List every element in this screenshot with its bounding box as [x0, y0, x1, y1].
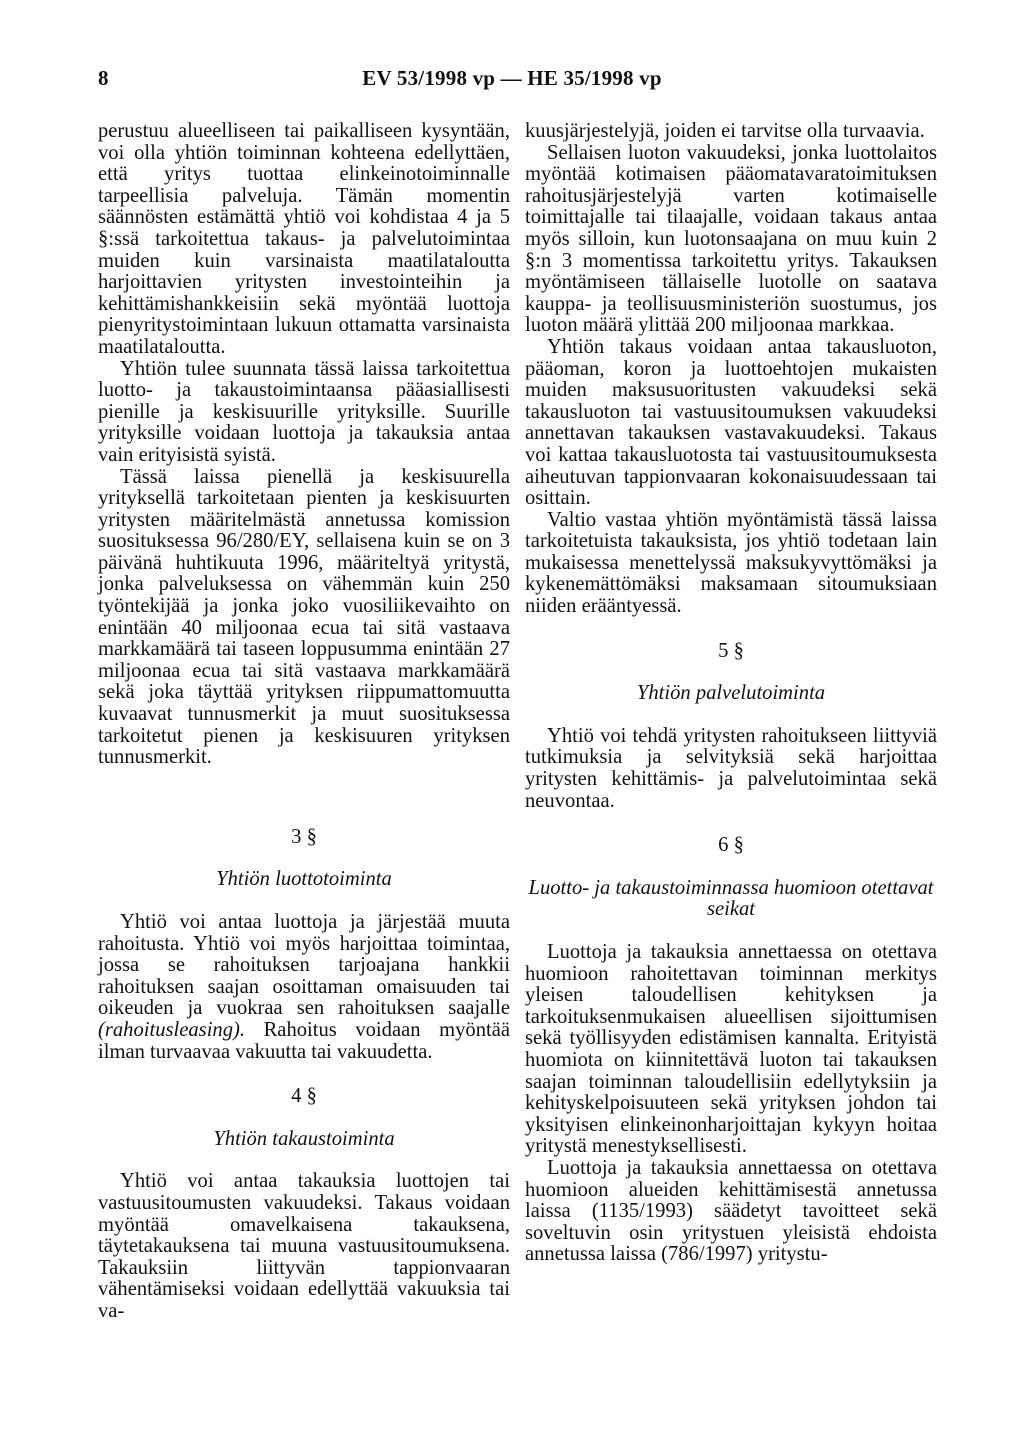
- section-6-paragraph: Luottoja ja takauksia annettaessa on otettava huomioon rahoitettavan toiminnan merkitys yleisen taloudellisen kehityksen ja tarkoituksenmukaisen alueellisen sijoittumisen sekä työllisyyden edistämisen kannalta. Erityistä huomiota on kiinnitettävä luoton tai takauksen saajan toiminnan taloudellisiin edellytyksiin ja kehityskelpoisuuteen sekä yrityksen johdon tai yksityisen elinkeinonharjoittajan kykyyn hoitaa yritystä menestyksellisesti.: [525, 941, 937, 1158]
- section-6-title: Luotto- ja takaustoiminnassa huomioon otettavat seikat: [528, 876, 934, 921]
- section-3-number: 3 §: [291, 825, 317, 848]
- running-title: EV 53/1998 vp — HE 35/1998 vp: [362, 66, 662, 90]
- paragraph: Sellaisen luoton vakuudeksi, jonka luottolaitos myöntää kotimaisen pääomatavaratoimituksen rahoitusjärjestelyjä varten kotimaiselle toimittajalle tai tilaajalle, voidaan takaus antaa myös silloin, kun luotonsaajana on muu kuin 2 §:n 3 momentissa tarkoitettu yritys. Takauksen myöntämiseen tällaiselle luotolle on saatava kauppa- ja teollisuusministeriön suostumus, jos luoton määrä ylittää 200 miljoonaa markkaa.: [525, 141, 937, 337]
- section-3-term: (rahoitusleasing).: [98, 1018, 246, 1041]
- section-3-title: Yhtiön luottotoiminta: [216, 868, 392, 891]
- section-5-paragraph: Yhtiö voi tehdä yritysten rahoitukseen liittyviä tutkimuksia ja selvityksiä sekä harjoittaa yritysten kehittämis- ja palvelutoimintaa sekä neuvontaa.: [525, 724, 937, 812]
- section-4-paragraph: Yhtiö voi antaa takauksia luottojen tai vastuusitoumusten vakuudeksi. Takaus voidaan myöntää omavelkaisena takauksena, täytetakauksena tai muuna vastuusitoumuksena. Takauksiin liittyvän tappionvaaran vähentämiseksi voidaan edellyttää vakuuksia tai va-: [98, 1170, 510, 1322]
- section-3-text-a: Yhtiö voi antaa luottoja ja järjestää muuta rahoitusta. Yhtiö voi myös harjoittaa toimintaa, jossa se rahoituksen tarjoajana hankkii rahoituksen saajan osoittaman omaisuuden tai oikeuden ja vuokraa sen rahoituksen saajalle: [98, 911, 510, 1020]
- paragraph: Yhtiön takaus voidaan antaa takausluoton, pääoman, koron ja luottoehtojen mukaisten muiden maksusuoritusten vakuudeksi sekä takausluoton tai vastuusitoumuksen vakuudeksi annettavan takauksen vastavakuudeksi. Takaus voi kattaa takausluotosta tai vastuusitoumuksesta aiheutuvan tappionvaaran kokonaisuudessaan tai osittain.: [525, 335, 937, 510]
- section-4-title: Yhtiön takaustoiminta: [213, 1127, 395, 1150]
- section-3-text-b: Rahoitus voidaan myöntää ilman turvaavaa vakuutta tai vakuudetta.: [98, 1018, 510, 1063]
- paragraph: perustuu alueelliseen tai paikalliseen kysyntään, voi olla yhtiön toiminnan kohteena edellyttäen, että yritys tuottaa elinkeinotoiminnalle tarpeellisia palveluja. Tämän momentin säännösten estämättä yhtiö voi kohdistaa 4 ja 5 §:ssä tarkoitettua takaus- ja palvelutoimintaa muiden kuin varsinaista maatilataloutta harjoittavien yritysten investointeihin ja kehittämishankkeisiin sekä myöntää luottoja pienyritystoimintaan lukuun ottamatta varsinaista maatilataloutta.: [98, 120, 510, 358]
- page-number: 8: [98, 66, 109, 90]
- section-5-title: Yhtiön palvelutoiminta: [636, 682, 826, 705]
- section-4-number: 4 §: [291, 1085, 317, 1108]
- paragraph: Yhtiön tulee suunnata tässä laissa tarkoitettua luotto- ja takaustoimintaansa pääasiallisesti pienille ja keskisuurille yrityksille. Suurille yrityksille voidaan luottoja ja takauksia antaa vain erityisistä syistä.: [98, 357, 510, 466]
- paragraph: Tässä laissa pienellä ja keskisuurella yrityksellä tarkoitetaan pienten ja keskisuurten yritysten määritelmästä annetussa komission suosituksessa 96/280/EY, sellaisena kuin se on 3 päivänä huhtikuuta 1996, määriteltyä yritystä, jonka palveluksessa on vähemmän kuin 250 työntekijää ja jonka joko vuosiliikevaihto on enintään 40 miljoonaa ecua tai sitä vastaava markkamäärä tai taseen loppusumma enintään 27 miljoonaa ecua tai sitä vastaava markkamäärä sekä joka täyttää yrityksen riippumattomuutta kuvaavat tunnusmerkit ja muut suosituksessa tarkoitetut pienen ja keskisuuren yrityksen tunnusmerkit.: [98, 465, 510, 769]
- section-6-number: 6 §: [718, 834, 744, 857]
- section-6-paragraph: Luottoja ja takauksia annettaessa on otettava huomioon alueiden kehittämisestä annetussa laissa (1135/1993) säädetyt tavoitteet sekä soveltuvin osin yritystuen yleisistä ehdoista annetussa laissa (786/1997) yritystu-: [525, 1156, 937, 1266]
- right-column: [525, 121, 937, 1266]
- left-column: [98, 121, 510, 1323]
- paragraph: kuusjärjestelyjä, joiden ei tarvitse olla turvaavia.: [525, 120, 925, 142]
- page-header: [98, 66, 926, 96]
- paragraph: Valtio vastaa yhtiön myöntämistä tässä laissa tarkoitetuista takauksista, jos yhtiö todetaan lain mukaisessa menettelyssä maksukyvyttömäksi ja kykenemättömäksi maksamaan sitoumuksiaan niiden erääntyessä.: [525, 508, 937, 618]
- section-5-number: 5 §: [718, 639, 744, 662]
- section-3-paragraph: [98, 912, 510, 1063]
